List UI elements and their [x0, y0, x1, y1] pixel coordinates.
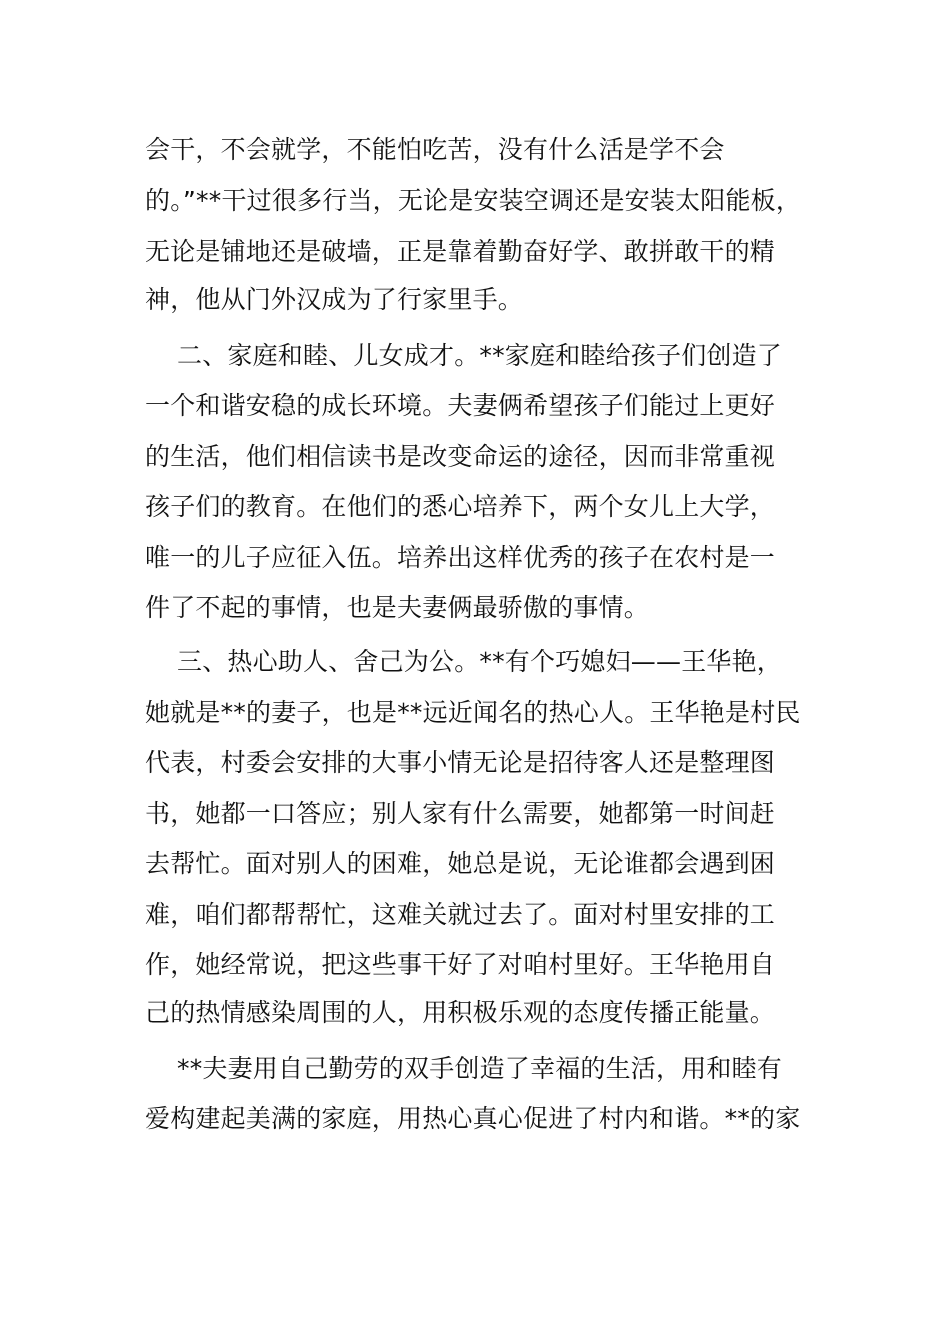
text-line: 代表，村委会安排的大事小情无论是招待客人还是整理图: [145, 748, 776, 777]
text-line: 的生活，他们相信读书是改变命运的途径，因而非常重视: [145, 442, 776, 471]
text-line: 己的热情感染周围的人，用积极乐观的态度传播正能量。: [145, 998, 776, 1027]
text-line: 唯一的儿子应征入伍。培养出这样优秀的孩子在农村是一: [145, 543, 776, 572]
text-line: 去帮忙。面对别人的困难，她总是说，无论谁都会遇到困: [145, 849, 776, 878]
text-line: 作，她经常说，把这些事干好了对咱村里好。王华艳用自: [145, 950, 776, 979]
text-line: 神，他从门外汉成为了行家里手。: [145, 285, 524, 314]
text-line: 她就是**的妻子，也是**远近闻名的热心人。王华艳是村民: [145, 698, 801, 727]
text-line: 难，咱们都帮帮忙，这难关就过去了。面对村里安排的工: [145, 900, 776, 929]
text-line: 无论是铺地还是破墙，正是靠着勤奋好学、敢拼敢干的精: [145, 237, 776, 266]
text-line: 一个和谐安稳的成长环境。夫妻俩希望孩子们能过上更好: [145, 391, 776, 420]
text-line: 件了不起的事情，也是夫妻俩最骄傲的事情。: [145, 593, 650, 622]
text-line: 的。”**干过很多行当，无论是安装空调还是安装太阳能板，: [145, 186, 802, 215]
paragraph-2-first-line: 二、家庭和睦、儿女成才。**家庭和睦给孩子们创造了: [177, 341, 783, 370]
text-line: 会干，不会就学，不能怕吃苦，没有什么活是学不会: [145, 135, 725, 164]
text-line: 书，她都一口答应；别人家有什么需要，她都第一时间赶: [145, 799, 776, 828]
text-line: 孩子们的教育。在他们的悉心培养下，两个女儿上大学，: [145, 492, 776, 521]
paragraph-4-first-line: **夫妻用自己勤劳的双手创造了幸福的生活，用和睦有: [177, 1054, 783, 1083]
paragraph-3-first-line: 三、热心助人、舍己为公。**有个巧媳妇——王华艳，: [177, 647, 783, 676]
text-line: 爱构建起美满的家庭，用热心真心促进了村内和谐。**的家: [145, 1104, 801, 1133]
